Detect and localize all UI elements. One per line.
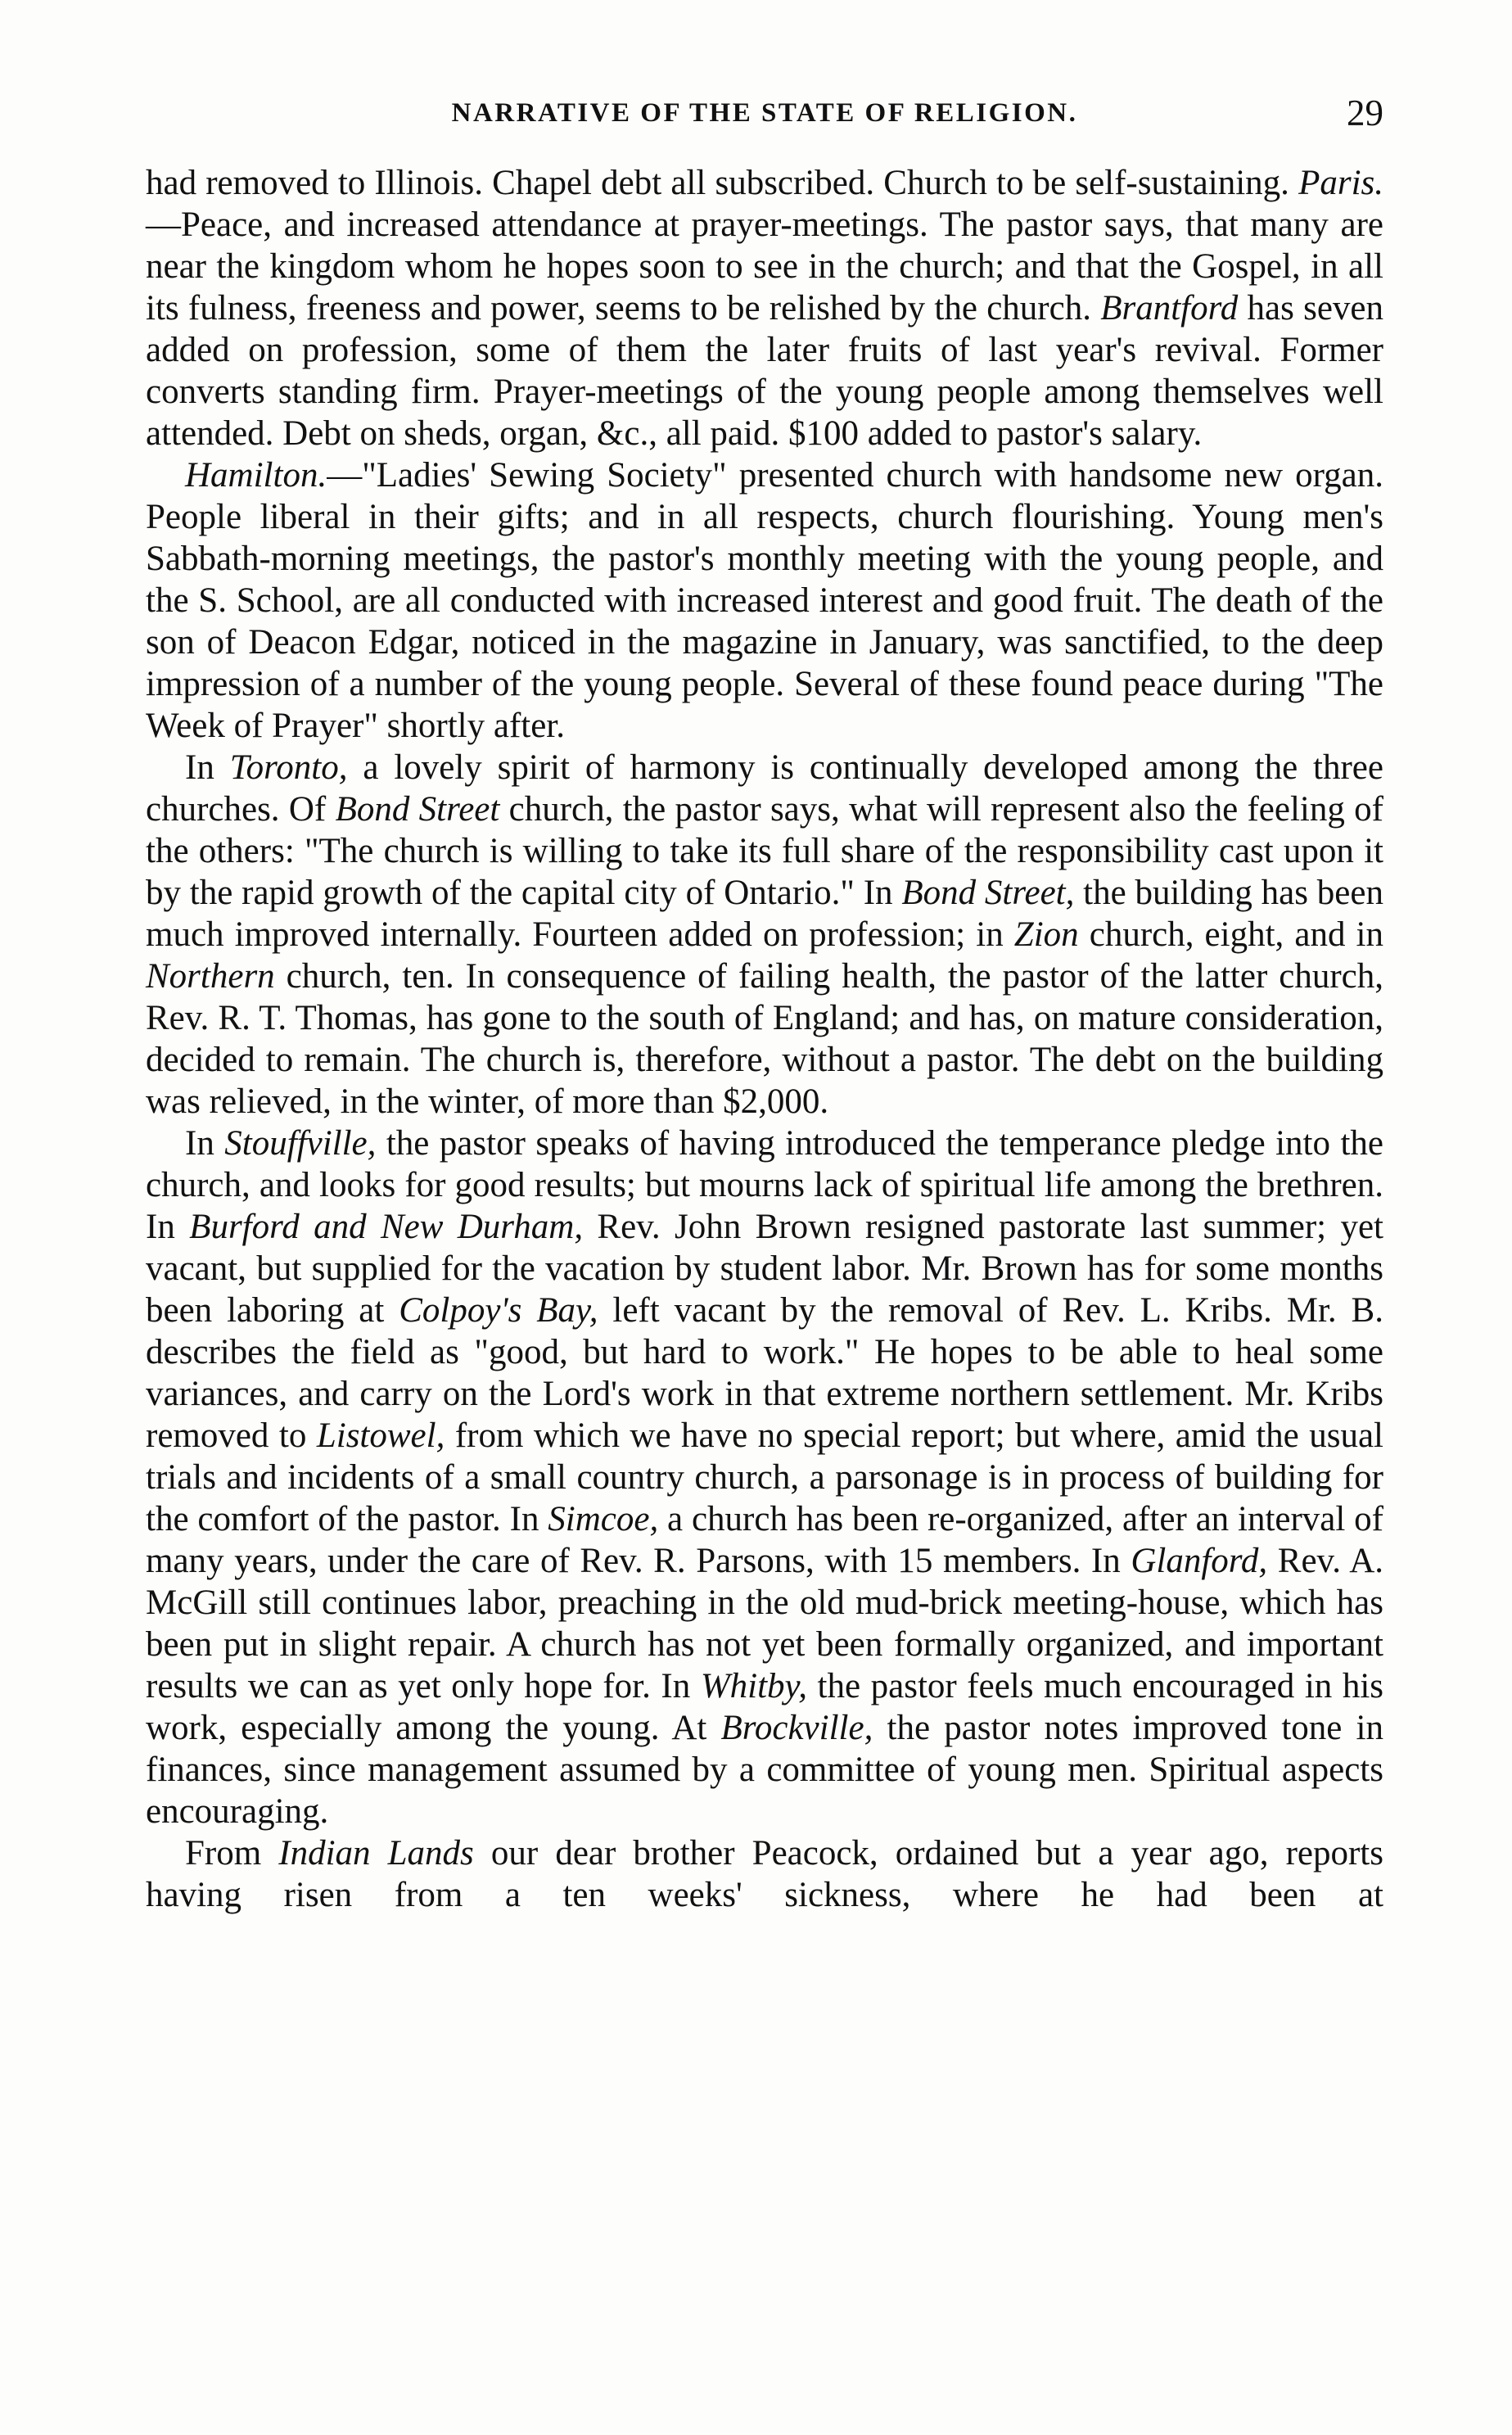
text-segment: the pastor speaks of having introduced the temperance pledge into the church, and looks for good results; but mourns lack of spiritual life among the brethren. In — [146, 1124, 1383, 1246]
text-segment: Rev. A. McGill still continues labor, preaching in the old mud-brick meeting-house, which has been put in slight repair. A church has not yet been formally organized, and important results we can as yet only hope for. In — [146, 1542, 1384, 1705]
italic-text-segment: Bond Street — [335, 790, 500, 829]
italic-text-segment: Glanford, — [1131, 1542, 1268, 1580]
italic-text-segment: Listowel, — [316, 1416, 445, 1455]
text-segment: a lovely spirit of harmony is continually developed among the three churches. Of — [146, 748, 1383, 829]
paragraph-hamilton — [146, 454, 1383, 747]
italic-text-segment: Simcoe, — [548, 1500, 659, 1538]
italic-text-segment: Zion — [1013, 915, 1079, 954]
italic-text-segment: Toronto, — [229, 748, 348, 787]
italic-text-segment: Burford and New Durham, — [189, 1208, 584, 1246]
text-segment: Rev. John Brown resigned pastorate last summer; yet vacant, but supplied for the vacation by student labor. Mr. Brown has for some months been laboring at — [146, 1208, 1383, 1330]
running-title: NARRATIVE OF THE STATE OF RELIGION. — [451, 98, 1078, 128]
text-segment: the building has been much improved internally. Fourteen added on profession; in — [146, 874, 1383, 954]
page-header — [146, 92, 1383, 141]
text-segment: left vacant by the removal of Rev. L. Kribs. Mr. B. describes the field as "good, but hard to work." He hopes to be able to heal some variances, and carry on the Lord's work in that extreme northern settlement. Mr. Kribs removed to — [146, 1291, 1383, 1455]
text-segment: from which we have no special report; but where, amid the usual trials and incidents of a small country church, a parsonage is in process of building for the comfort of the pastor. In — [146, 1416, 1383, 1538]
text-segment: church, the pastor says, what will represent also the feeling of the others: "The church is willing to take its full share of the responsibility cast upon it by the rapid growth of the capital city of Ontario." In — [146, 790, 1383, 912]
text-segment: —Peace, and increased attendance at prayer-meetings. The pastor says, that many are near the kingdom whom he hopes soon to see in the church; and that the Gospel, in all its fulness, freeness and power, seems to be relished by the church. — [146, 206, 1383, 328]
italic-text-segment: Stouffville, — [224, 1124, 377, 1163]
text-segment: From — [185, 1834, 279, 1873]
italic-text-segment: Whitby, — [700, 1667, 807, 1705]
text-segment: a church has been re-organized, after an interval of many years, under the care of Rev. R. Parsons, with 15 members. In — [146, 1500, 1383, 1580]
text-segment: has seven added on profession, some of them the later fruits of last year's revival. Former converts standing firm. Prayer-meetings of the young people among themselves well attended. Debt on sheds, organ, &c., all paid. $100 added to pastor's salary. — [146, 289, 1384, 453]
paragraph-paris-brantford — [146, 162, 1383, 454]
text-segment: our dear brother Peacock, ordained but a year ago, reports having risen from a ten weeks' sickness, where he had been at — [146, 1834, 1383, 1914]
text-segment: the pastor notes improved tone in finances, since management assumed by a committee of young men. Spiritual aspects encouraging. — [146, 1709, 1383, 1831]
paragraph-toronto — [146, 747, 1383, 1123]
text-segment: church, ten. In consequence of failing health, the pastor of the latter church, Rev. R. T. Thomas, has gone to the south of England; and has, on mature consideration, decided to remain. The church is, therefore, without a pastor. The debt on the building was relieved, in the winter, of more than $2,000. — [146, 957, 1383, 1121]
italic-text-segment: Bond Street, — [901, 874, 1075, 912]
text-segment: church, eight, and in — [1078, 915, 1383, 954]
text-segment: —"Ladies' Sewing Society" presented church with handsome new organ. People liberal in their gifts; and in all respects, church flourishing. Young men's Sabbath-morning meetings, the pastor's monthly meeting with the young people, and the S. School, are all conducted with increased interest and good fruit. The death of the son of Deacon Edgar, noticed in the magazine in January, was sanctified, to the deep impression of a number of the young people. Several of these found peace during "The Week of Prayer" shortly after. — [146, 456, 1383, 745]
italic-text-segment: Brantford — [1100, 289, 1239, 328]
text-segment: had removed to Illinois. Chapel debt all subscribed. Church to be self-sustaining. — [146, 164, 1299, 202]
italic-text-segment: Indian Lands — [278, 1834, 474, 1873]
italic-text-segment: Northern — [146, 957, 275, 996]
text-segment: In — [185, 1124, 225, 1163]
italic-text-segment: Paris. — [1298, 164, 1383, 202]
body-text — [146, 162, 1383, 1916]
text-segment: In — [185, 748, 230, 787]
italic-text-segment: Hamilton. — [185, 456, 327, 495]
paragraph-indian-lands — [146, 1832, 1383, 1916]
page-number: 29 — [1347, 93, 1383, 133]
italic-text-segment: Colpoy's Bay, — [399, 1291, 598, 1330]
paragraph-stouffville — [146, 1123, 1383, 1832]
italic-text-segment: Brockville, — [720, 1709, 873, 1747]
text-segment: the pastor feels much encouraged in his work, especially among the young. At — [146, 1667, 1384, 1747]
